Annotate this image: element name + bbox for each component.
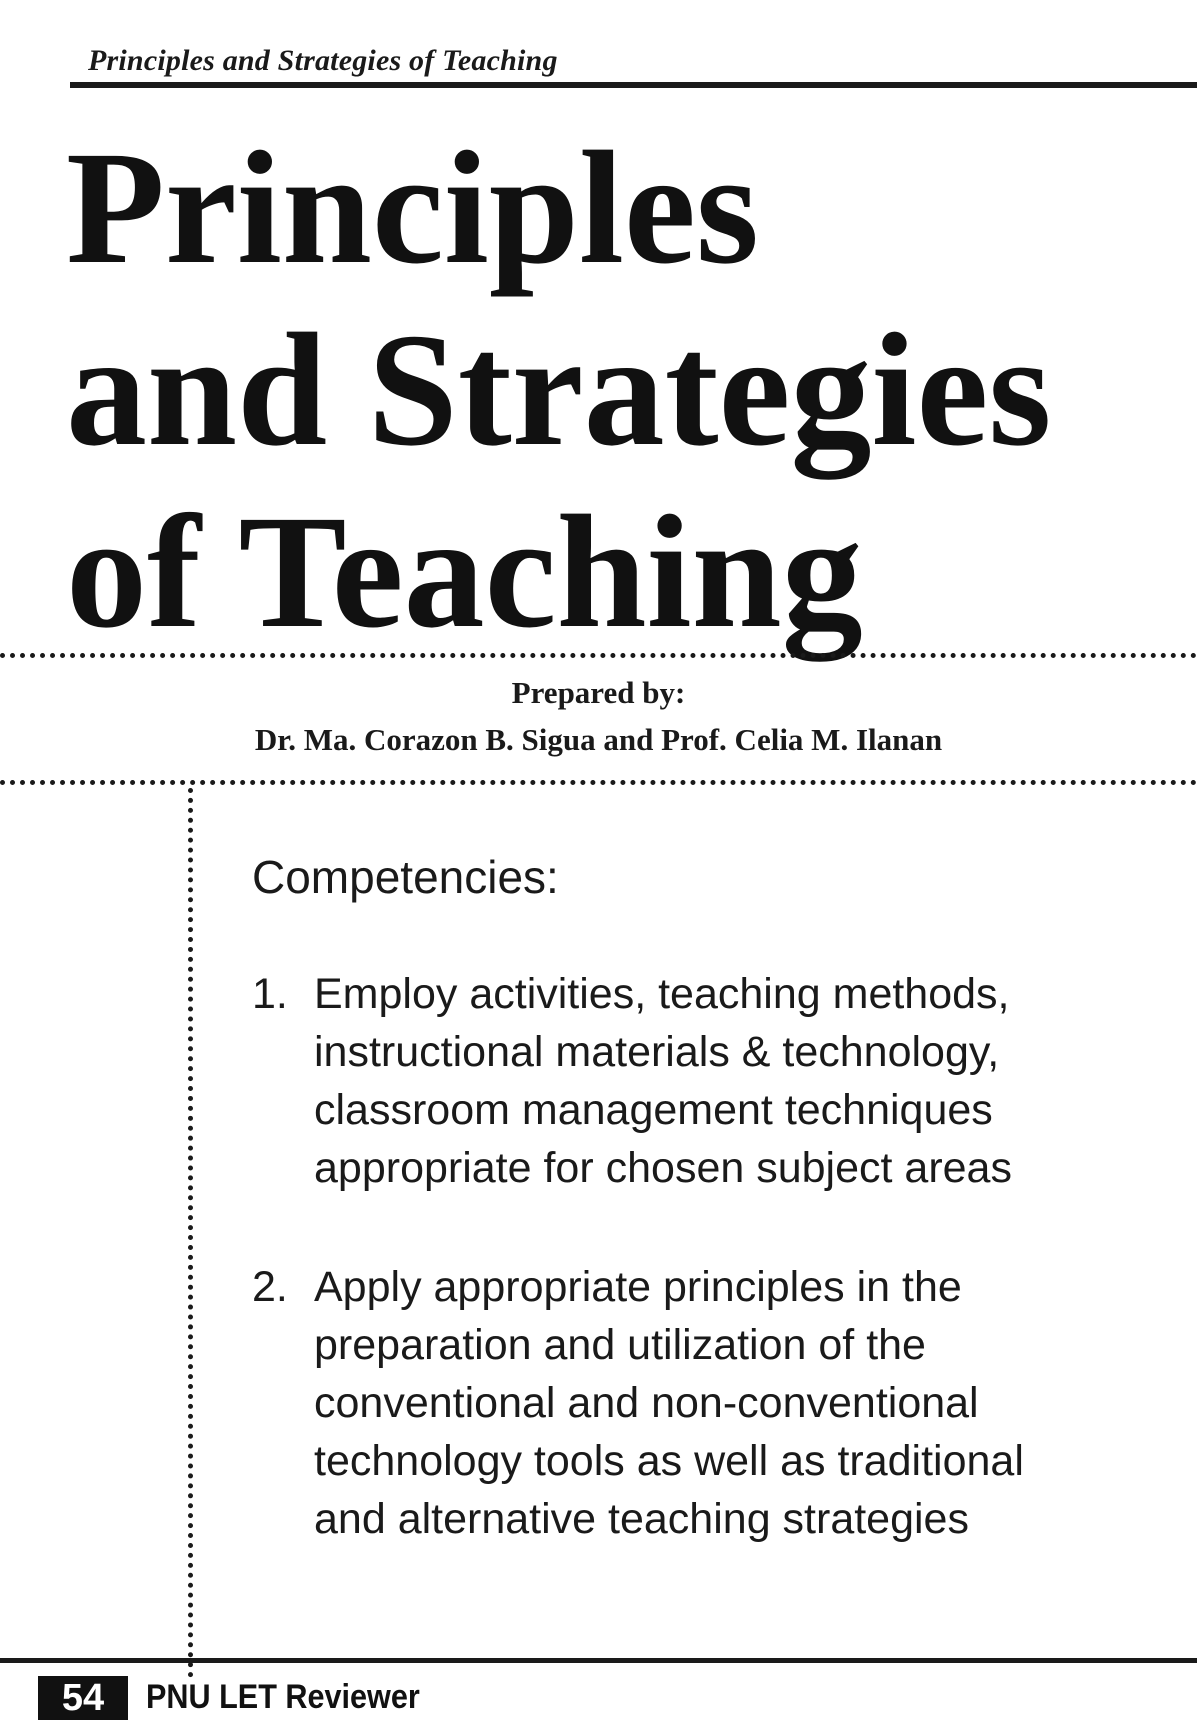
competency-text: [314, 965, 1164, 1197]
prepared-by-label: Prepared by:: [511, 675, 686, 710]
competency-line: classroom management techniques: [314, 1086, 993, 1134]
title-line-2: and Strategies: [66, 301, 1052, 480]
competency-line: Apply appropriate principles in the: [314, 1263, 962, 1311]
competency-number: 1.: [252, 970, 288, 1018]
competency-line: instructional materials & technology,: [314, 1028, 1000, 1076]
competency-number: 2.: [252, 1263, 288, 1311]
title-line-1: Principles: [66, 119, 759, 298]
footer-title: PNU LET Reviewer: [146, 1678, 420, 1716]
dotted-divider-bottom: [0, 780, 1197, 785]
vertical-dotted-rule: [188, 788, 193, 1678]
competency-line: technology tools as well as traditional: [314, 1437, 1024, 1485]
page-title: [66, 118, 1186, 664]
competency-line: and alternative teaching strategies: [314, 1495, 969, 1543]
competency-line: Employ activities, teaching methods,: [314, 970, 1010, 1018]
title-line-3: of Teaching: [66, 483, 863, 662]
author-names: Dr. Ma. Corazon B. Sigua and Prof. Celia M. Ilanan: [254, 722, 943, 757]
competency-line: preparation and utilization of the: [314, 1321, 926, 1369]
page-number-badge: 54: [38, 1676, 128, 1720]
running-head: Principles and Strategies of Teaching: [88, 44, 558, 77]
competency-line: conventional and non-conventional: [314, 1379, 979, 1427]
footer-rule: [0, 1658, 1197, 1663]
top-rule: [70, 82, 1197, 88]
competency-text: [314, 1258, 1164, 1548]
dotted-divider-top: [0, 653, 1197, 658]
competencies-heading: Competencies:: [252, 851, 559, 903]
competency-line: appropriate for chosen subject areas: [314, 1144, 1012, 1192]
